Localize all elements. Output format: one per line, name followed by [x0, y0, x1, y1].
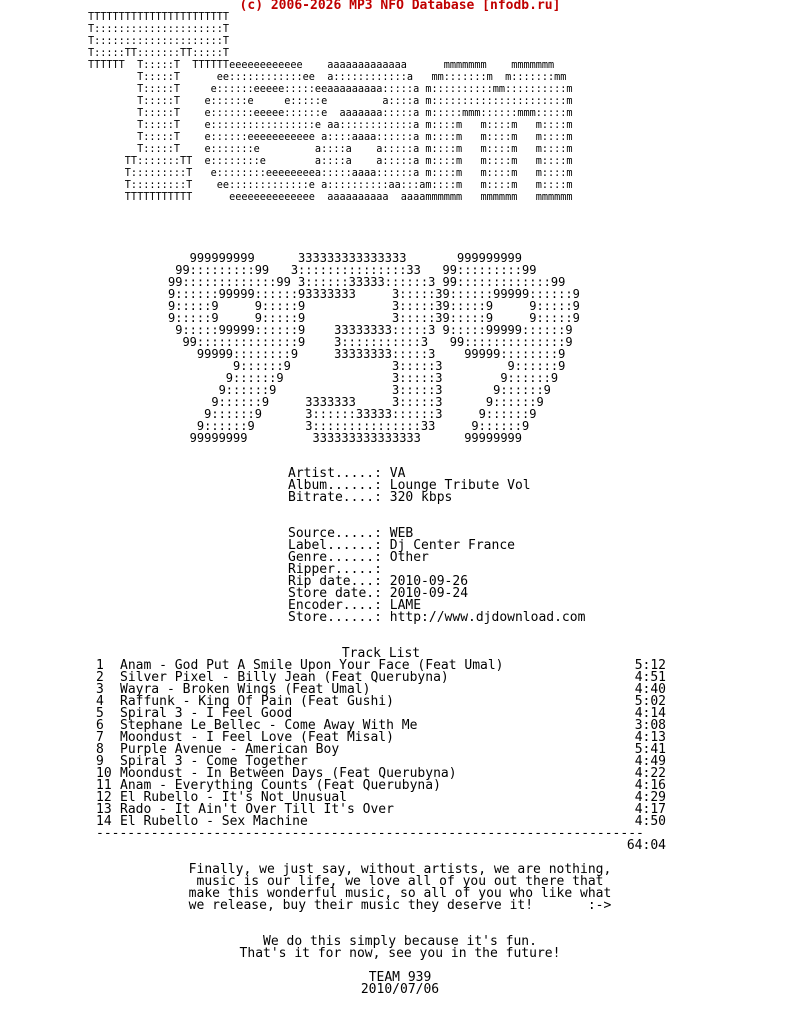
release-info-primary: [288, 468, 531, 504]
ripdate-value: 2010-09-26: [389, 574, 469, 589]
team-name: TEAM 939: [368, 970, 432, 985]
track-number: 14: [96, 814, 112, 829]
track-duration: 4:22: [634, 766, 666, 781]
track-duration: 4:49: [634, 754, 666, 769]
source-value: WEB: [389, 526, 414, 541]
track-number: 5: [96, 706, 104, 721]
track-duration: 4:40: [634, 682, 666, 697]
track-number: 3: [96, 682, 104, 697]
track-number: 9: [96, 754, 104, 769]
track-name: Moondust - In Between Days (Feat Querubyna): [120, 766, 457, 781]
track-number: 2: [96, 670, 104, 685]
genre-value: Other: [389, 550, 429, 565]
track-duration: 5:02: [634, 694, 666, 709]
track-name: Wayra - Broken Wings (Feat Umal): [120, 682, 371, 697]
label-label: Label......:: [288, 538, 382, 553]
track-number: 10: [96, 766, 112, 781]
track-duration: 4:50: [634, 814, 666, 829]
track-name: Spiral 3 - I Feel Good: [120, 706, 293, 721]
encoder-label: Encoder....:: [288, 598, 382, 613]
bitrate-label: Bitrate....:: [288, 490, 382, 505]
storedate-value: 2010-09-24: [389, 586, 469, 601]
track-number: 1: [96, 658, 104, 673]
track-name: Anam - God Put A Smile Upon Your Face (Feat Umal): [120, 658, 504, 673]
store-label: Store......:: [288, 610, 382, 625]
track-name: Purple Avenue - American Boy: [120, 742, 340, 757]
track-duration: 4:51: [634, 670, 666, 685]
store-row: [288, 612, 585, 624]
track-name: El Rubello - It's Not Unusual: [120, 790, 347, 805]
track-rows: [96, 660, 666, 828]
track-duration: 3:08: [634, 718, 666, 733]
track-name: Rado - It Ain't Over Till It's Over: [120, 802, 394, 817]
ripdate-label: Rip date...:: [288, 574, 382, 589]
team-number-ascii-art: 999999999 333333333333333 999999999 99:::::::::99 3:::::::::::::::33 99:::::::::99 99:::::::::::::99 3::::::33333::::::3 99:::::::::::::99 9::::::99999::::::93333333 3:::::39::::::99999::::::9 9:::::9 9:::::9 3:::::39:::::9 9:::::9 9:::::9 9:::::9 3:::::39:::::9 9:::::9 9:::::99999::::::9 33333333:::::3 9:::::99999::::::9 99::::::::::::::9 3:::::::::::3 99::::::::::::::9 99999::::::::9 33333333:::::3 99999::::::::9 9::::::9 3:::::3 9::::::9 9::::::9 3:::::3 9::::::9 9::::::9 3:::::3 9::::::9 9::::::9 3333333 3:::::3 9::::::9 9::::::9 3::::::33333::::::3 9::::::9 9::::::9 3:::::::::::::::33 9::::::9 99999999 333333333333333 99999999: [168, 251, 580, 445]
track-row: [96, 816, 666, 828]
track-number: 13: [96, 802, 112, 817]
track-number: 12: [96, 790, 112, 805]
track-name: Spiral 3 - Come Together: [120, 754, 308, 769]
storedate-label: Store date.:: [288, 586, 382, 601]
track-number: 7: [96, 730, 104, 745]
artist-value: VA: [389, 466, 406, 481]
track-duration: 4:17: [634, 802, 666, 817]
track-name: Moondust - I Feel Love (Feat Misal): [120, 730, 394, 745]
album-value: Lounge Tribute Vol: [389, 478, 531, 493]
outro-paragraph-2: We do this simply because it's fun. That's it for now, see you in the future!: [239, 934, 561, 961]
label-value: Dj Center France: [389, 538, 515, 553]
outro-paragraph-1: Finally, we just say, without artists, we are nothing, music is our life, we love all of you out there that make this wonderful music, so all of you who like what we release, buy their music they deserve it! :->: [188, 862, 612, 913]
track-duration: 4:13: [634, 730, 666, 745]
track-name: Silver Pixel - Billy Jean (Feat Querubyna): [120, 670, 449, 685]
album-label: Album......:: [288, 478, 382, 493]
genre-label: Genre......:: [288, 550, 382, 565]
track-duration: 5:41: [634, 742, 666, 757]
track-list-title: Track List: [341, 646, 421, 661]
track-name: Raffunk - King Of Pain (Feat Gushi): [120, 694, 394, 709]
track-number: 8: [96, 742, 104, 757]
track-duration: 4:29: [634, 790, 666, 805]
track-duration: 5:12: [634, 658, 666, 673]
track-list: [96, 648, 666, 852]
store-url: http://www.djdownload.com: [389, 610, 586, 625]
track-number: 4: [96, 694, 104, 709]
track-number: 6: [96, 718, 104, 733]
artist-label: Artist.....:: [288, 466, 382, 481]
track-duration: 4:14: [634, 706, 666, 721]
track-name: El Rubello - Sex Machine: [120, 814, 308, 829]
track-duration: 4:16: [634, 778, 666, 793]
track-number: 11: [96, 778, 112, 793]
total-time: 64:04: [626, 838, 666, 853]
track-name: Stephane Le Bellec - Come Away With Me: [120, 718, 418, 733]
encoder-value: LAME: [389, 598, 422, 613]
bitrate-row: [288, 492, 531, 504]
outro-section: [0, 864, 800, 996]
release-date: 2010/07/06: [360, 982, 440, 997]
bitrate-value: 320 kbps: [389, 490, 453, 505]
track-name: Anam - Everything Counts (Feat Querubyna): [120, 778, 441, 793]
ripper-label: Ripper.....:: [288, 562, 382, 577]
team-logo-ascii-art: TTTTTTTTTTTTTTTTTTTTTTT T:::::::::::::::::::::T T:::::::::::::::::::::T T:::::TT:::::::TT:::::T TTTTTT T:::::T TTTTTTeeeeeeeeeeee aaaaaaaaaaaaa mmmmmmm mmmmmmm T:::::T ee::::::::::::ee a::::::::::::a mm:::::::m m:::::::mm T:::::T e::::::eeeee:::::eeaaaaaaaaa:::::a m::::::::::mm::::::::::m T:::::T e::::::e e:::::e a::::a m::::::::::::::::::::::m T:::::T e:::::::eeeee::::::e aaaaaaa:::::a m:::::mmm::::::mmm:::::m T:::::T e:::::::::::::::::e aa::::::::::::a m::::m m::::m m::::m T:::::T e::::::eeeeeeeeeee a::::aaaa::::::a m::::m m::::m m::::m T:::::T e:::::::e a::::a a:::::a m::::m m::::m m::::m TT:::::::TT e::::::::e a::::a a:::::a m::::m m::::m m::::m T:::::::::T e::::::::eeeeeeeea:::::aaaa::::::a m::::m m::::m m::::m T:::::::::T ee:::::::::::::e a::::::::::aa:::am::::m m::::m m::::m TTTTTTTTTTT eeeeeeeeeeeeee aaaaaaaaaa aaaammmmmm mmmmmm mmmmmm: [88, 12, 573, 203]
track-list-divider: ----------------------------------------------------------------------: [96, 828, 644, 840]
source-label: Source.....:: [288, 526, 382, 541]
release-info-secondary: [288, 528, 585, 624]
site-header: (c) 2006-2026 MP3 NFO Database [nfodb.ru]: [239, 0, 561, 13]
